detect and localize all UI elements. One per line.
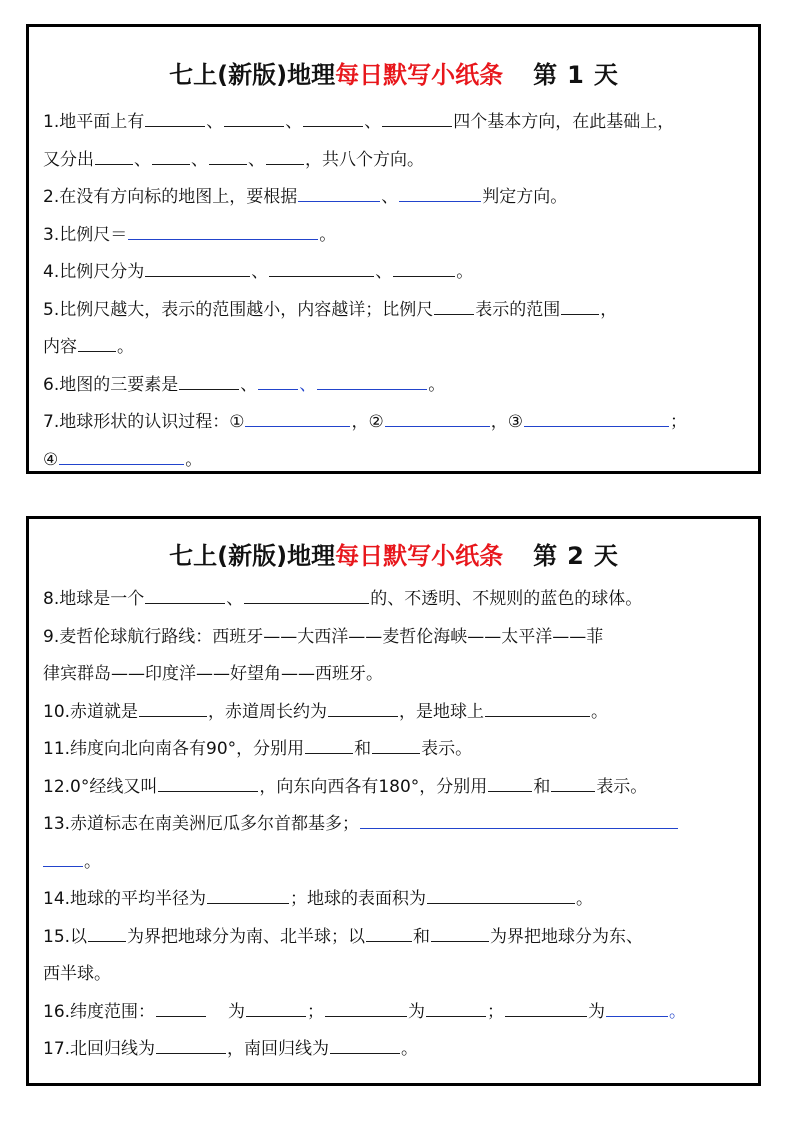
blank (485, 715, 590, 717)
blank (245, 425, 350, 427)
question-9-cont: 律宾群岛——印度洋——好望角——西班牙。 (43, 664, 383, 684)
blank (88, 940, 126, 942)
question-7: 7.地球形状的认识过程：① ，② ，③ ； (43, 412, 687, 432)
blank (128, 238, 318, 240)
blank (328, 715, 398, 717)
blank (606, 1015, 668, 1017)
blank (303, 125, 363, 127)
blank (372, 752, 420, 754)
question-5-cont: 内容 。 (43, 337, 134, 357)
blank (298, 200, 380, 202)
blank (78, 350, 116, 352)
question-16: 16.纬度范围： 为 ； 为 ； 为 。 (43, 1001, 687, 1022)
blank (360, 827, 678, 829)
question-8: 8.地球是一个 、 的、不透明、不规则的蓝色的球体。 (43, 589, 643, 609)
blank (179, 388, 239, 390)
blank (524, 425, 669, 427)
blank (156, 1015, 206, 1017)
blank (266, 163, 304, 165)
blank (246, 1015, 306, 1017)
question-14: 14.地球的平均半径为 ；地球的表面积为 。 (43, 889, 594, 909)
question-1-cont: 又分出 、 、 、 ，共八个方向。 (43, 149, 424, 170)
blank (269, 275, 374, 277)
blank (434, 313, 474, 315)
blank (427, 902, 575, 904)
blank (59, 463, 184, 465)
blank (145, 125, 205, 127)
question-2: 2.在没有方向标的地图上，要根据 、 判定方向。 (43, 187, 568, 207)
blank (366, 940, 412, 942)
question-10: 10.赤道就是 ，赤道周长约为 ，是地球上 。 (43, 701, 609, 722)
question-15-cont: 西半球。 (43, 964, 111, 984)
blank (561, 313, 599, 315)
blank (145, 275, 250, 277)
blank (317, 388, 427, 390)
question-13: 13.赤道标志在南美洲厄瓜多尔首都基多； (29, 806, 758, 844)
blank (551, 790, 595, 792)
question-5: 5.比例尺越大，表示的范围越小，内容越详；比例尺 表示的范围 ， (43, 299, 618, 320)
blank (145, 602, 225, 604)
blank (431, 940, 489, 942)
card-title: 七上(新版)地理每日默写小纸条 第 1 天 (169, 61, 618, 89)
blank (158, 790, 258, 792)
blank (95, 163, 133, 165)
blank (426, 1015, 486, 1017)
question-4: 4.比例尺分为 、 、 。 (43, 262, 474, 282)
question-12: 12.0°经线又叫 ，向东向西各有180°，分别用 和 表示。 (43, 776, 648, 797)
blank (139, 715, 207, 717)
blank (382, 125, 452, 127)
blank (224, 125, 284, 127)
blank (330, 1052, 400, 1054)
question-15: 15.以 为界把地球分为南、北半球；以 和 为界把地球分为东、 (43, 926, 644, 947)
blank (207, 902, 289, 904)
question-13-cont: 。 (29, 844, 758, 882)
blank (399, 200, 481, 202)
worksheet-card-day-1 (26, 24, 761, 474)
blank (325, 1015, 407, 1017)
blank (209, 163, 247, 165)
blank (258, 388, 298, 390)
question-3: 3.比例尺＝ 。 (43, 224, 337, 245)
worksheet-card-day-2 (26, 516, 761, 1086)
blank (393, 275, 455, 277)
question-7-cont: ④ 。 (43, 449, 203, 470)
question-9: 9.麦哲伦球航行路线：西班牙——大西洋——麦哲伦海峡——太平洋——菲 (43, 626, 604, 647)
question-1: 1.地平面上有 、 、 、 四个基本方向，在此基础上， (43, 112, 675, 132)
blank (152, 163, 190, 165)
blank (244, 602, 369, 604)
question-11: 11.纬度向北向南各有90°，分别用 和 表示。 (43, 739, 473, 759)
blank (156, 1052, 226, 1054)
blank (305, 752, 353, 754)
blank (43, 865, 83, 867)
blank (385, 425, 490, 427)
question-6: 6.地图的三要素是 、 、 。 (43, 374, 446, 395)
question-17: 17.北回归线为 ，南回归线为 。 (43, 1039, 419, 1059)
blank (505, 1015, 587, 1017)
blank (488, 790, 532, 792)
card-title: 七上(新版)地理每日默写小纸条 第 2 天 (169, 542, 618, 570)
